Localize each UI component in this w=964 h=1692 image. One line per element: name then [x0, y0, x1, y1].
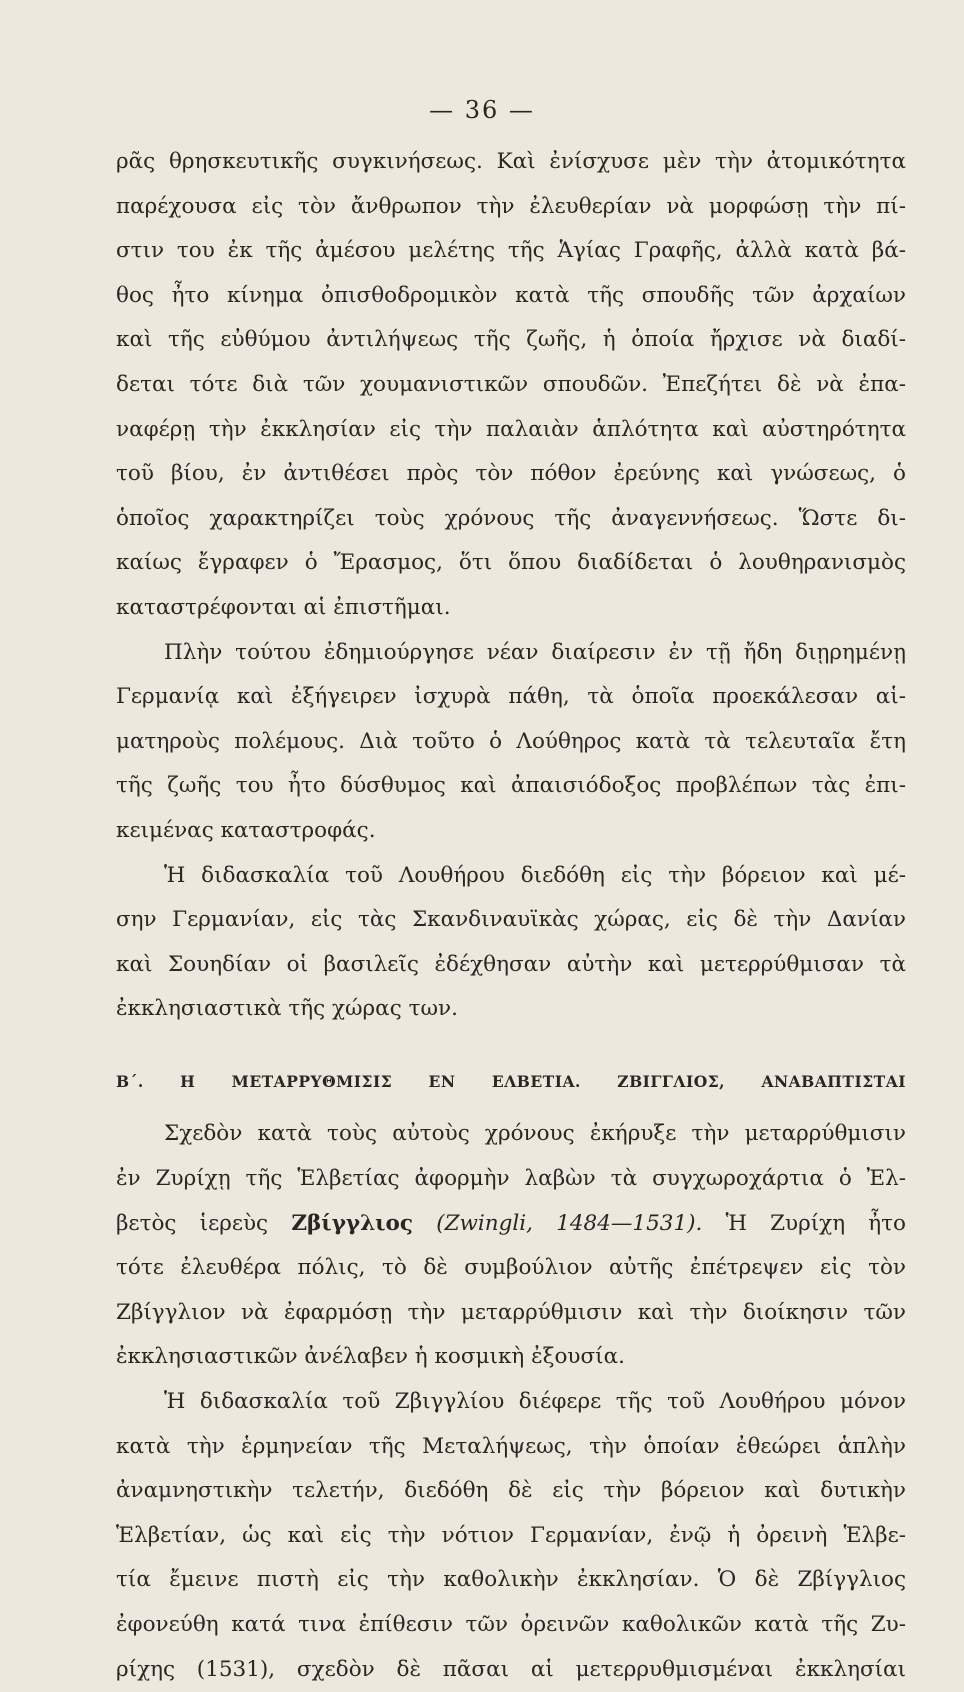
- section-heading: Β΄. Η ΜΕΤΑΡΡΥΘΜΙΣΙΣ ΕΝ ΕΛΒΕΤΙΑ. ΖΒΙΓΓΛΙΟΣ, ΑΝΑΒΑΠΤΙΣΤΑΙ: [116, 1071, 906, 1091]
- text-line: καίως ἔγραφεν ὁ Ἔρασμος, ὅτι ὅπου διαδίδεται ὁ λουθηρανισμὸς: [116, 550, 906, 576]
- text-line: στιν του ἐκ τῆς ἀμέσου μελέτης τῆς Ἁγίας Γραφῆς, ἀλλὰ κατὰ βά-: [116, 238, 906, 264]
- paragraph: [116, 140, 906, 631]
- text-line: ρίχης (1531), σχεδὸν δὲ πᾶσαι αἱ μετερρυθμισμέναι ἐκκλησίαι: [116, 1656, 906, 1682]
- text-line: παρέχουσα εἰς τὸν ἄνθρωπον τὴν ἐλευθερίαν νὰ μορφώσῃ τὴν πί-: [116, 193, 906, 219]
- text-line: καὶ τῆς εὐθύμου ἀντιλήψεως τῆς ζωῆς, ἡ ὁποία ἤρχισε νὰ διαδί-: [116, 327, 906, 353]
- paragraph: [116, 1112, 906, 1380]
- text-line: ματηροὺς πολέμους. Διὰ τοῦτο ὁ Λούθηρος κατὰ τὰ τελευταῖα ἔτη: [116, 728, 906, 754]
- text-line: Σχεδὸν κατὰ τοὺς αὐτοὺς χρόνους ἐκήρυξε τὴν μεταρρύθμισιν: [164, 1121, 906, 1147]
- paragraph: [116, 1380, 906, 1692]
- text-line: τῆς ζωῆς του ἦτο δύσθυμος καὶ ἀπαισιόδοξος προβλέπων τὰς ἐπι-: [116, 773, 906, 799]
- text-line: τότε ἐλευθέρα πόλις, τὸ δὲ συμβούλιον αὐτῆς ἐπέτρεψεν εἰς τὸν: [116, 1255, 906, 1281]
- body-text: [116, 140, 906, 1692]
- text-run: Ἡ Ζυρίχη ἦτο: [725, 1210, 906, 1236]
- paragraph: [116, 631, 906, 854]
- text-line: Ἡ διδασκαλία τοῦ Λουθήρου διεδόθη εἰς τὴν βόρειον καὶ μέ-: [164, 862, 906, 888]
- text-line: Ἑλβετίαν, ὡς καὶ εἰς τὴν νότιον Γερμανίαν, ἐνῷ ἡ ὀρεινὴ Ἑλβε-: [116, 1522, 906, 1548]
- text-line: καταστρέφονται αἱ ἐπιστῆμαι.: [116, 594, 451, 620]
- bold-name: Ζβίγγλιος: [291, 1210, 413, 1236]
- italic-latin-name: (Zwingli, 1484—1531).: [436, 1210, 703, 1236]
- text-line: ἐκκλησιαστικῶν ἀνέλαβεν ἡ κοσμικὴ ἐξουσία.: [116, 1344, 625, 1370]
- text-line: Ἡ διδασκαλία τοῦ Ζβιγγλίου διέφερε τῆς τοῦ Λουθήρου μόνον: [164, 1389, 906, 1415]
- text-line: θος ἦτο κίνημα ὀπισθοδρομικὸν κατὰ τῆς σπουδῆς τῶν ἀρχαίων: [116, 282, 906, 308]
- text-line: ἀναμνηστικὴν τελετήν, διεδόθη δὲ εἰς τὴν βόρειον καὶ δυτικὴν: [116, 1478, 906, 1504]
- text-line: Πλὴν τούτου ἐδημιούργησε νέαν διαίρεσιν ἐν τῇ ἤδη διῃρημένῃ: [164, 639, 906, 665]
- text-line: δεται τότε διὰ τῶν χουμανιστικῶν σπουδῶν. Ἐπεζήτει δὲ νὰ ἐπα-: [116, 371, 906, 397]
- text-line: ὁποῖος χαρακτηρίζει τοὺς χρόνους τῆς ἀναγεννήσεως. Ὥστε δι-: [116, 505, 906, 531]
- text-line: καὶ Σουηδίαν οἱ βασιλεῖς ἐδέχθησαν αὐτὴν καὶ μετερρύθμισαν τὰ: [116, 951, 906, 977]
- text-line: ἐν Ζυρίχῃ τῆς Ἑλβετίας ἀφορμὴν λαβὼν τὰ συγχωροχάρτια ὁ Ἐλ-: [116, 1166, 906, 1192]
- text-run: βετὸς ἱερεὺς: [116, 1210, 269, 1236]
- text-line: ρᾶς θρησκευτικῆς συγκινήσεως. Καὶ ἐνίσχυσε μὲν τὴν ἀτομικότητα: [116, 149, 906, 174]
- text-line: κατὰ τὴν ἑρμηνείαν τῆς Μεταλήψεως, τὴν ὁποίαν ἐθεώρει ἁπλὴν: [116, 1433, 906, 1459]
- text-line: κειμένας καταστροφάς.: [116, 817, 376, 843]
- text-line: σην Γερμανίαν, εἰς τὰς Σκανδιναυϊκὰς χώρας, εἰς δὲ τὴν Δανίαν: [116, 907, 906, 933]
- text-line: ἐφονεύθη κατά τινα ἐπίθεσιν τῶν ὀρεινῶν καθολικῶν κατὰ τῆς Ζυ-: [116, 1612, 906, 1637]
- text-line: τία ἔμεινε πιστὴ εἰς τὴν καθολικὴν ἐκκλησίαν. Ὁ δὲ Ζβίγγλιος: [116, 1567, 906, 1593]
- paragraph: [116, 854, 906, 1032]
- text-line: [116, 1202, 906, 1247]
- text-line: Γερμανίᾳ καὶ ἐξήγειρεν ἰσχυρὰ πάθη, τὰ ὁποῖα προεκάλεσαν αἱ-: [116, 684, 906, 710]
- text-line: τοῦ βίου, ἐν ἀντιθέσει πρὸς τὸν πόθον ἐρεύνης καὶ γνώσεως, ὁ: [116, 461, 906, 487]
- text-line: ναφέρῃ τὴν ἐκκλησίαν εἰς τὴν παλαιὰν ἁπλότητα καὶ αὐστηρότητα: [116, 416, 906, 442]
- text-line: ἐκκλησιαστικὰ τῆς χώρας των.: [116, 996, 458, 1022]
- page-number: — 36 —: [429, 96, 535, 124]
- text-line: Ζβίγγλιον νὰ ἐφαρμόσῃ τὴν μεταρρύθμισιν καὶ τὴν διοίκησιν τῶν: [116, 1299, 906, 1325]
